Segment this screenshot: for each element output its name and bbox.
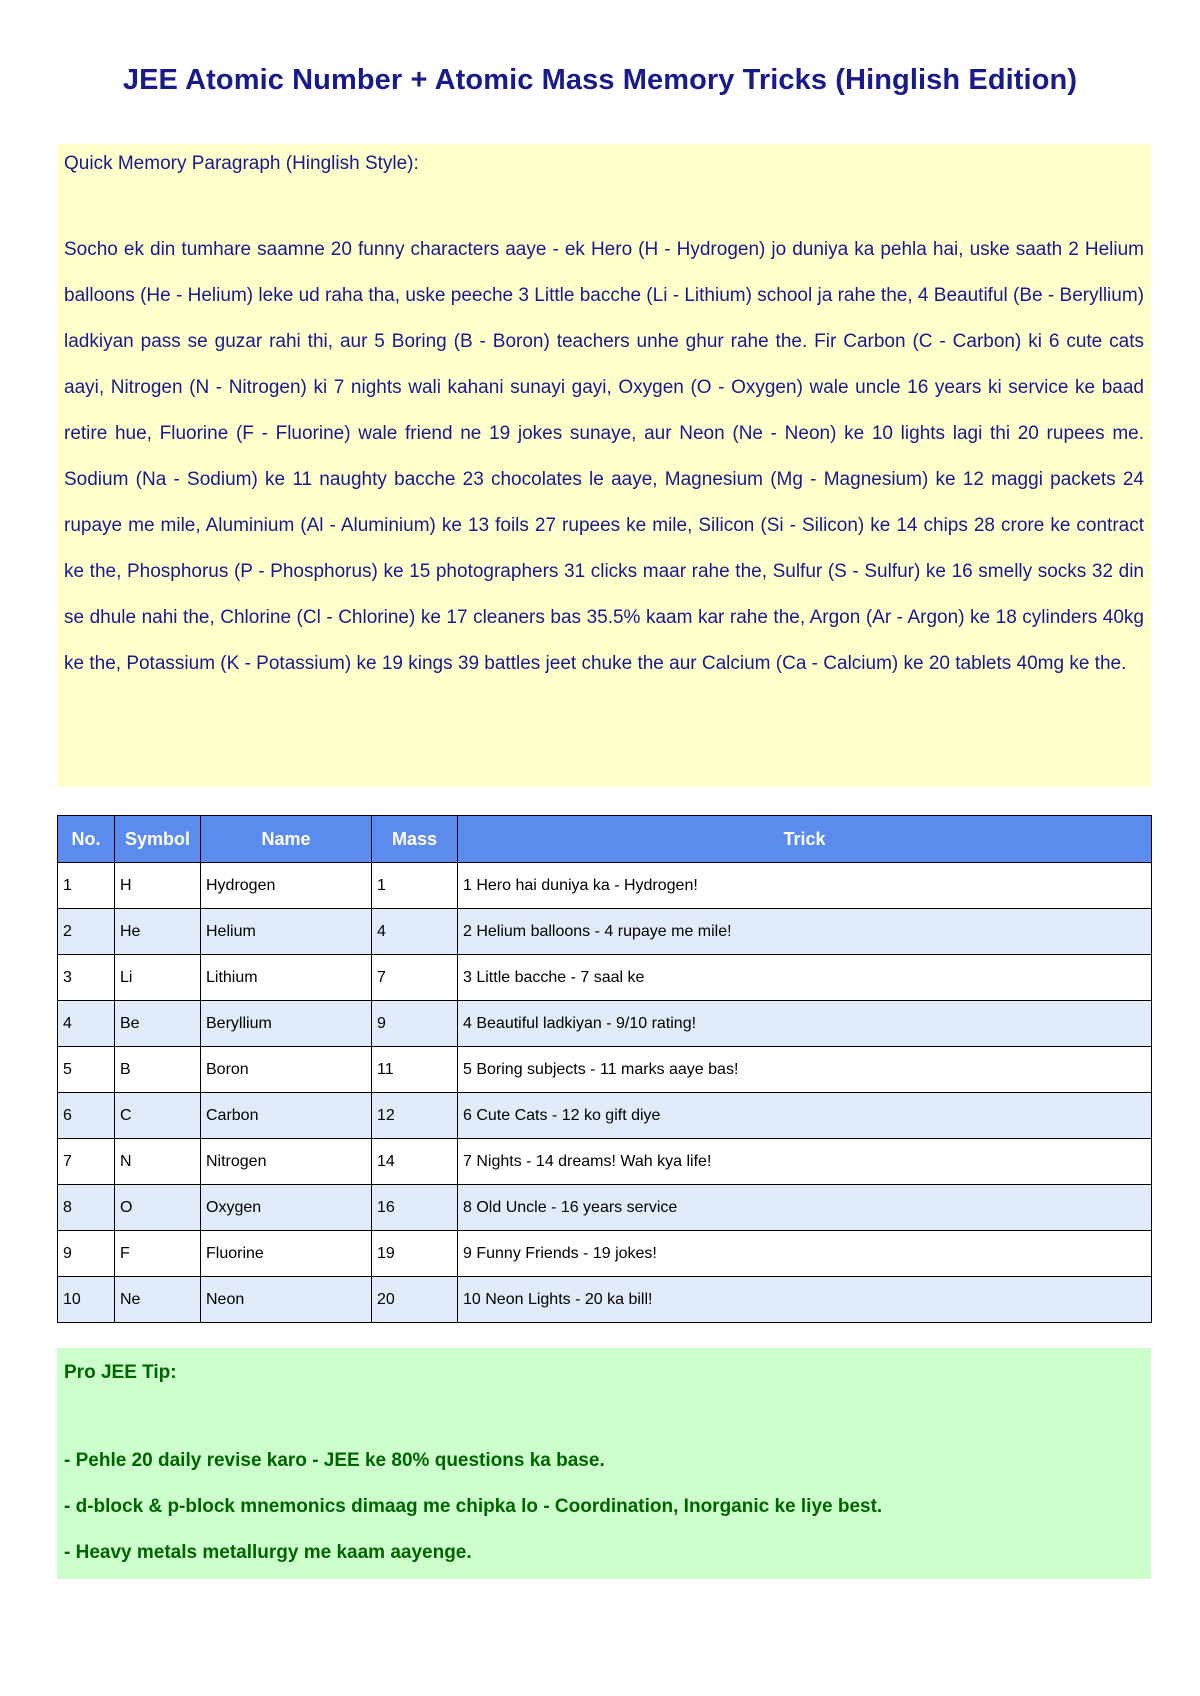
cell-symbol: Ne [115, 1277, 201, 1323]
cell-trick: 7 Nights - 14 dreams! Wah kya life! [458, 1139, 1152, 1185]
cell-symbol: H [115, 863, 201, 909]
table-row [58, 1093, 1152, 1139]
cell-name: Neon [201, 1277, 372, 1323]
cell-no: 4 [58, 1001, 115, 1047]
cell-trick: 4 Beautiful ladkiyan - 9/10 rating! [458, 1001, 1152, 1047]
cell-no: 9 [58, 1231, 115, 1277]
cell-name: Fluorine [201, 1231, 372, 1277]
table-row [58, 1139, 1152, 1185]
cell-symbol: Be [115, 1001, 201, 1047]
cell-name: Helium [201, 909, 372, 955]
cell-trick: 10 Neon Lights - 20 ka bill! [458, 1277, 1152, 1323]
cell-symbol: B [115, 1047, 201, 1093]
cell-mass: 19 [372, 1231, 458, 1277]
cell-no: 6 [58, 1093, 115, 1139]
cell-name: Hydrogen [201, 863, 372, 909]
header-mass: Mass [372, 816, 458, 863]
cell-no: 5 [58, 1047, 115, 1093]
cell-name: Beryllium [201, 1001, 372, 1047]
cell-trick: 5 Boring subjects - 11 marks aaye bas! [458, 1047, 1152, 1093]
header-trick: Trick [458, 816, 1152, 863]
table-row [58, 1001, 1152, 1047]
cell-trick: 3 Little bacche - 7 saal ke [458, 955, 1152, 1001]
tip-list [64, 1438, 1144, 1576]
cell-symbol: N [115, 1139, 201, 1185]
table-row [58, 955, 1152, 1001]
tip-heading: Pro JEE Tip: [64, 1362, 177, 1383]
pro-tip-box [57, 1348, 1151, 1579]
cell-symbol: O [115, 1185, 201, 1231]
memory-paragraph: Socho ek din tumhare saamne 20 funny characters aaye - ek Hero (H - Hydrogen) jo duniya ka pehla hai, uske saath 2 Helium balloons (He - Helium) leke ud raha tha, uske peeche 3 Little bacche (Li - Lithium) school ja rahe the, 4 Beautiful (Be - Beryllium) ladkiyan pass se guzar rahi thi, aur 5 Boring (B - Boron) teachers unhe ghur rahe the. Fir Carbon (C - Carbon) ki 6 cute cats aayi, Nitrogen (N - Nitrogen) ki 7 nights wali kahani sunayi gayi, Oxygen (O - Oxygen) wale uncle 16 years ki service ke baad retire hue, Fluorine (F - Fluorine) wale friend ne 19 jokes sunaye, aur Neon (Ne - Neon) ke 10 lights lagi thi 20 rupees me. Sodium (Na - Sodium) ke 11 naughty bacche 23 chocolates le aaye, Magnesium (Mg - Magnesium) ke 12 maggi packets 24 rupaye me mile, Aluminium (Al - Aluminium) ke 13 foils 27 rupees ke mile, Silicon (Si - Silicon) ke 14 chips 28 crore ke contract ke the, Phosphorus (P - Phosphorus) ke 15 photographers 31 clicks maar rahe the, Sulfur (S - Sulfur) ke 16 smelly socks 32 din se dhule nahi the, Chlorine (Cl - Chlorine) ke 17 cleaners bas 35.5% kaam kar rahe the, Argon (Ar - Argon) ke 18 cylinders 40kg ke the, Potassium (K - Potassium) ke 19 kings 39 battles jeet chuke the aur Calcium (Ca - Calcium) ke 20 tablets 40mg ke the. [64, 239, 1144, 674]
element-tricks-table [57, 815, 1152, 1323]
cell-mass: 7 [372, 955, 458, 1001]
cell-mass: 1 [372, 863, 458, 909]
cell-name: Nitrogen [201, 1139, 372, 1185]
memory-heading: Quick Memory Paragraph (Hinglish Style): [64, 153, 419, 174]
cell-no: 2 [58, 909, 115, 955]
tip-line: - Heavy metals metallurgy me kaam aayenge. [64, 1542, 472, 1563]
cell-symbol: C [115, 1093, 201, 1139]
table-row [58, 1277, 1152, 1323]
cell-mass: 9 [372, 1001, 458, 1047]
cell-mass: 11 [372, 1047, 458, 1093]
document-title: JEE Atomic Number + Atomic Mass Memory Tricks (Hinglish Edition) [122, 64, 1078, 96]
cell-symbol: He [115, 909, 201, 955]
cell-trick: 8 Old Uncle - 16 years service [458, 1185, 1152, 1231]
table-row [58, 1047, 1152, 1093]
cell-symbol: F [115, 1231, 201, 1277]
tip-line: - Pehle 20 daily revise karo - JEE ke 80% questions ka base. [64, 1450, 605, 1471]
cell-name: Oxygen [201, 1185, 372, 1231]
cell-no: 3 [58, 955, 115, 1001]
header-symbol: Symbol [115, 816, 201, 863]
header-name: Name [201, 816, 372, 863]
header-no: No. [58, 816, 115, 863]
table-row [58, 1231, 1152, 1277]
table-row [58, 909, 1152, 955]
cell-symbol: Li [115, 955, 201, 1001]
cell-no: 8 [58, 1185, 115, 1231]
cell-trick: 6 Cute Cats - 12 ko gift diye [458, 1093, 1152, 1139]
cell-mass: 16 [372, 1185, 458, 1231]
table-row [58, 1185, 1152, 1231]
cell-no: 1 [58, 863, 115, 909]
cell-no: 10 [58, 1277, 115, 1323]
cell-mass: 4 [372, 909, 458, 955]
tip-line: - d-block & p-block mnemonics dimaag me chipka lo - Coordination, Inorganic ke liye best. [64, 1496, 883, 1517]
cell-name: Boron [201, 1047, 372, 1093]
cell-trick: 1 Hero hai duniya ka - Hydrogen! [458, 863, 1152, 909]
cell-mass: 12 [372, 1093, 458, 1139]
memory-paragraph-box [57, 144, 1151, 787]
cell-mass: 14 [372, 1139, 458, 1185]
cell-trick: 9 Funny Friends - 19 jokes! [458, 1231, 1152, 1277]
table-header-row [58, 816, 1152, 863]
cell-mass: 20 [372, 1277, 458, 1323]
cell-no: 7 [58, 1139, 115, 1185]
table-row [58, 863, 1152, 909]
cell-name: Carbon [201, 1093, 372, 1139]
cell-trick: 2 Helium balloons - 4 rupaye me mile! [458, 909, 1152, 955]
cell-name: Lithium [201, 955, 372, 1001]
